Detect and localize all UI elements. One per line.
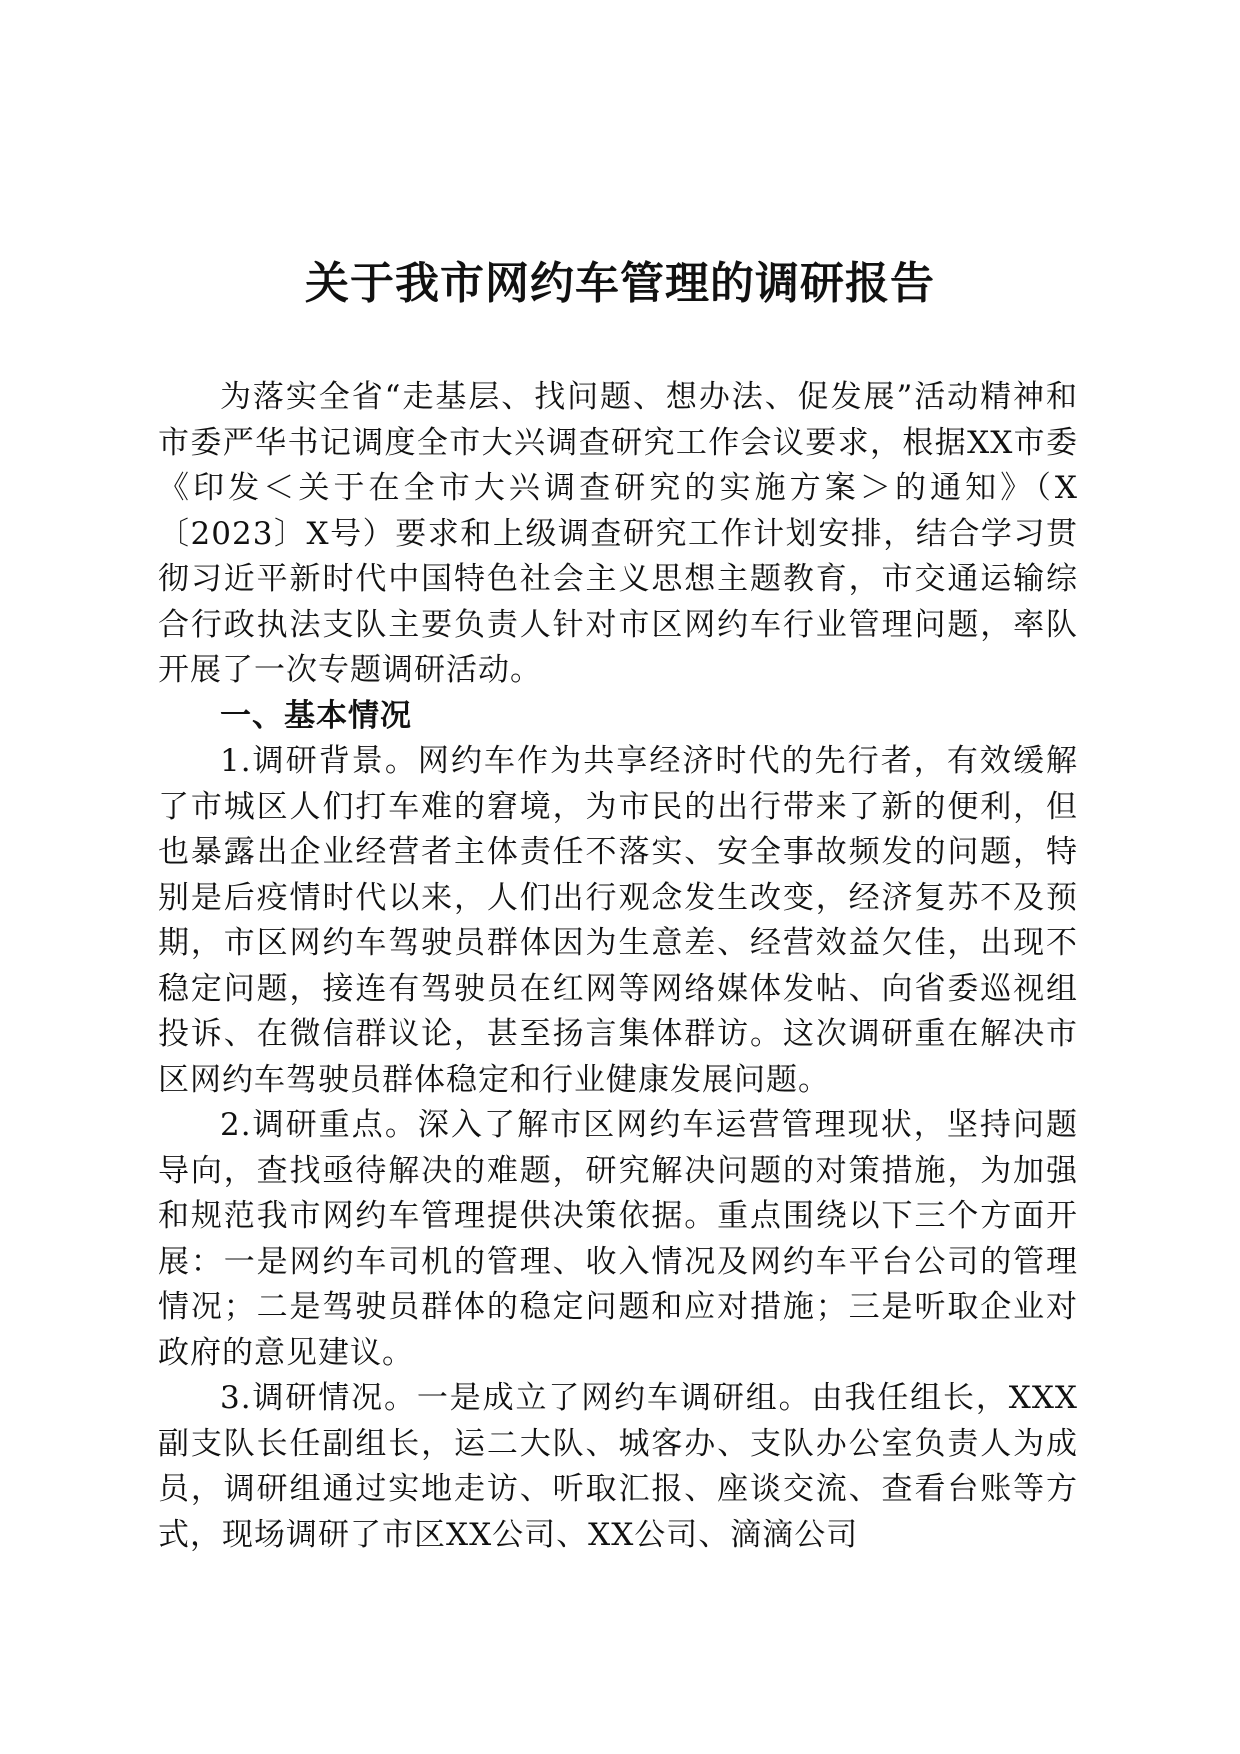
paragraph-research-focus: 2.调研重点。深入了解市区网约车运营管理现状，坚持问题导向，查找亟待解决的难题，研究解决问题的对策措施，为加强和规范我市网约车管理提供决策依据。重点围绕以下三个方面开展：一是网约车司机的管理、收入情况及网约车平台公司的管理情况；二是驾驶员群体的稳定问题和应对措施；三是听取企业对政府的意见建议。	[158, 1107, 1078, 1371]
section-heading-basic-situation: 一、基本情况	[220, 697, 412, 734]
paragraph-research-background: 1.调研背景。网约车作为共享经济时代的先行者，有效缓解了市城区人们打车难的窘境，为市民的出行带来了新的便利，但也暴露出企业经营者主体责任不落实、安全事故频发的问题，特别是后疫情时代以来，人们出行观念发生改变，经济复苏不及预期，市区网约车驾驶员群体因为生意差、经营效益欠佳，出现不稳定问题，接连有驾驶员在红网等网络媒体发帖、向省委巡视组投诉、在微信群议论，甚至扬言集体群访。这次调研重在解决市区网约车驾驶员群体稳定和行业健康发展问题。	[158, 743, 1078, 1098]
document-body	[158, 375, 1078, 1558]
document-title: 关于我市网约车管理的调研报告	[305, 258, 935, 309]
paragraph-research-situation: 3.调研情况。一是成立了网约车调研组。由我任组长，XXX副支队长任副组长，运二大队、城客办、支队办公室负责人为成员，调研组通过实地走访、听取汇报、座谈交流、查看台账等方式，现场调研了市区XX公司、XX公司、滴滴公司	[158, 1380, 1078, 1553]
intro-paragraph: 为落实全省“走基层、找问题、想办法、促发展”活动精神和市委严华书记调度全市大兴调查研究工作会议要求，根据XX市委《印发＜关于在全市大兴调查研究的实施方案＞的通知》（X〔2023〕X号）要求和上级调查研究工作计划安排，结合学习贯彻习近平新时代中国特色社会主义思想主题教育，市交通运输综合行政执法支队主要负责人针对市区网约车行业管理问题，率队开展了一次专题调研活动。	[158, 379, 1078, 688]
